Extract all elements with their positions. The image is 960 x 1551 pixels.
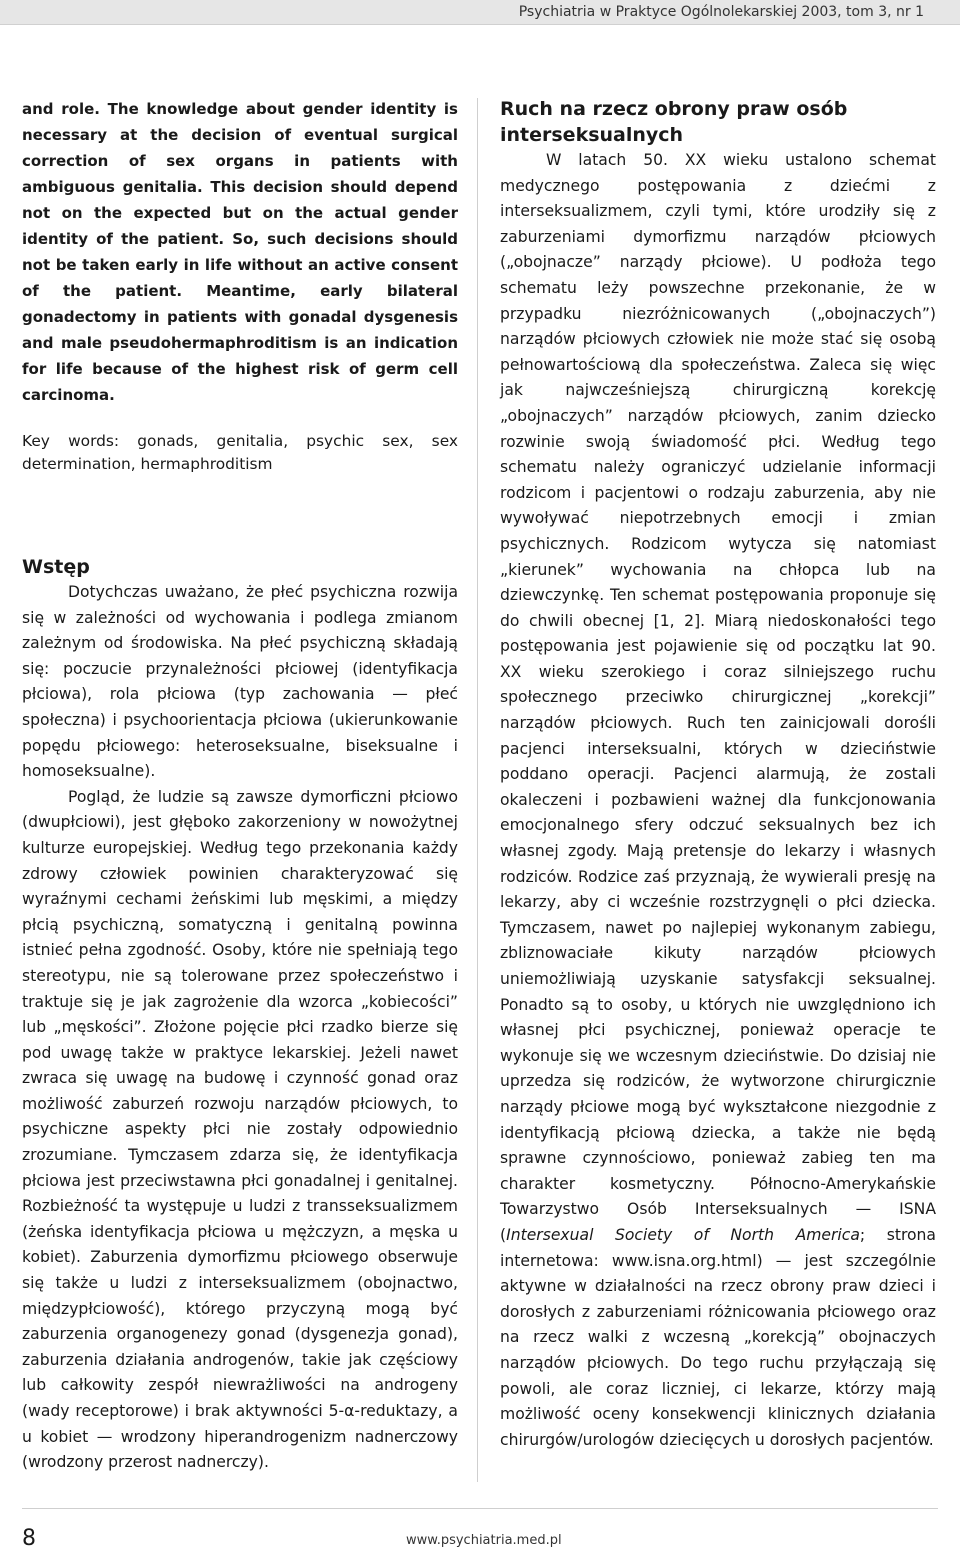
- body-text: W latach 50. XX wieku ustalono schemat medycznego postępowania z dziećmi z interseksualizmem, czyli tymi, które urodziły się z zaburzeniami dymorfizmu narządów płciowych („obojnacze” narządy płciowe). U podłoża tego schematu leży powszechne przekonanie, że w przypadku niezróżnicowanych („obojnaczych”) narządów płciowych człowiek nie może stać się osobą pełnowartościową dla społeczeństwa. Zaleca się więc jak najwcześniejszą chirurgiczną korekcję „obojnaczych” narządów płciowych, zanim dziecko rozwinie swoją świadomość płci. Według tego schematu należy ograniczyć udzielanie informacji rodzicom i pacjentowi o rodzaju zaburzenia, aby nie wywoływać niepotrzebnych emocji i zmian psychicznych. Rodzicom wytycza się natomiast „kierunek” wychowania na chłopca lub na dziewczynkę. Ten schemat postępowania proponuje się do chwili obecnej [1, 2]. Miarą niedoskonałości tego postępowania jest pojawienie się od początku lat 90. XX wieku szerokiego i coraz silniejszego ruchu społecznego przeciwko chirurgicznej „korekcji” narządów płciowych. Ruch ten zainicjowali dorośli pacjenci interseksualni, których w dzieciństwie poddano operacji. Pacjenci alarmują, że zostali okaleczeni i pozbawieni ważnej dla funkcjonowania emocjonalnego sfery odczuć seksualnych bez ich własnej zgody. Mają pretensje do lekarzy i własnych rodziców. Rodzice zaś przyznają, że wywierali presję na lekarzy, aby ci wcześnie rozstrzygnęli o płci dziecka. Tymczasem, nawet po najlepiej wykonanym zabiegu, zbliznowaciałe kikuty narządów płciowych uniemożliwiają uzyskanie satysfakcji seksualnej. Ponadto są to osoby, u których nie uwzględniono ich własnej płci psychicznej, ponieważ operacje te wykonuje się we wczesnym dzieciństwie. Do dzisiaj nie uprzedza się rodziców, że wytworzone chirurgicznie narządy płciowe mogą być wykształcone niezgodnie z identyfikacją płciową dziecka, a także nie będą sprawne czynnościowo, ponieważ zabieg ten ma charakter kosmetyczny. Północno-Amerykańskie Towarzystwo Osób Interseksualnych — ISNA (: [500, 151, 936, 1244]
- keywords: Key words: gonads, genitalia, psychic sex, sex determination, hermaphroditism: [22, 432, 458, 473]
- section-heading-wstep: Wstęp: [22, 556, 90, 578]
- section-heading-isna: Ruch na rzecz obrony praw osób interseksualnych: [500, 98, 848, 146]
- journal-title: Psychiatria w Praktyce Ogólnolekarskiej 2003, tom 3, nr 1: [518, 4, 924, 20]
- column-divider: [477, 98, 478, 1482]
- page-number: 8: [22, 1526, 36, 1551]
- body-paragraph: [500, 148, 936, 1453]
- running-header: [0, 0, 960, 25]
- isna-full-name: Intersexual Society of North America: [506, 1225, 860, 1244]
- abstract-text: and role. The knowledge about gender identity is necessary at the decision of eventual surgical correction of sex organs in patients with ambiguous genitalia. This decision should depend not on the expected but on the actual gender identity of the patient. So, such decisions should not be taken early in life without an active consent of the patient. Meantime, early bilateral gonadectomy in patients with gonadal dysgenesis and male pseudohermaphroditism is an indication for life because of the highest risk of germ cell carcinoma.: [22, 100, 458, 404]
- body-paragraph: Pogląd, że ludzie są zawsze dymorficzni płciowo (dwupłciowi), jest głęboko zakorzeniony w nowożytnej kulturze europejskiej. Według tego przekonania każdy zdrowy człowiek powinien charakteryzować się wyraźnymi cechami żeńskimi lub męskimi, a między płcią psychiczną, somatyczną i genitalną powinna istnieć pełna zgodność. Osoby, które nie spełniają tego stereotypu, nie są tolerowane przez społeczeństwo i traktuje się je jak zagrożenie dla wzorca „kobiecości” lub „męskości”. Złożone pojęcie płci rzadko bierze się pod uwagę także w praktyce lekarskiej. Jeżeli nawet zwraca się uwagę na budowę i czynność gonad oraz możliwość zaburzeń rozwoju narządów płciowych, to psychiczne aspekty płci nie zostały odpowiednio zrozumiane. Tymczasem zdarza się, że identyfikacja płciowa jest przeciwstawna płci gonadalnej i genitalnej. Rozbieżność ta występuje u ludzi z transseksualizmem (żeńska identyfikacja płciowa u mężczyzn, a męska u kobiet). Zaburzenia dymorfizmu płciowego obserwuje się także u ludzi z interseksualizmem (obojnactwo, międzypłciowość), którego przyczyną mogą być zaburzenia organogenezy gonad (dysgenezja gonad), zaburzenia działania androgenów, takie jak częściowy lub całkowity zespół niewrażliwości na androgeny (wady receptorowe) i brak aktywności 5-α-reduktazy, a u kobiet — wrodzony hiperandrogenizm nadnerczowy (wrodzony przerost nadnerczy).: [22, 787, 458, 1472]
- body-paragraph: Dotychczas uważano, że płeć psychiczna rozwija się w zależności od wychowania i podlega zmianom zależnym od środowiska. Na płeć psychiczną składają się: poczucie przynależności płciowej (identyfikacja płciowa), rola płciowa (typ zachowania — płeć społeczna) i psychoorientacja płciowa (ukierunkowanie popędu płciowego: heteroseksualne, biseksualne i homoseksualne).: [22, 583, 458, 781]
- left-column: [22, 96, 458, 1476]
- body-text: ; strona internetowa: www.isna.org.html) — jest szczególnie aktywne w działalności na rzecz obrony praw dzieci i dorosłych z zaburzeniami różnicowania płciowego oraz na rzecz walki z wczesną „korekcją” obojnaczych narządów płciowych. Do tego ruchu przyłączają się powoli, ale coraz liczniej, ci lekarze, którzy mają możliwość oceny konsekwencji klinicznych działania chirurgów/urologów dziecięcych u dorosłych pacjentów.: [500, 1225, 936, 1449]
- right-column: [500, 96, 936, 1453]
- footer-website: www.psychiatria.med.pl: [406, 1533, 562, 1548]
- footer-rule: [22, 1508, 938, 1509]
